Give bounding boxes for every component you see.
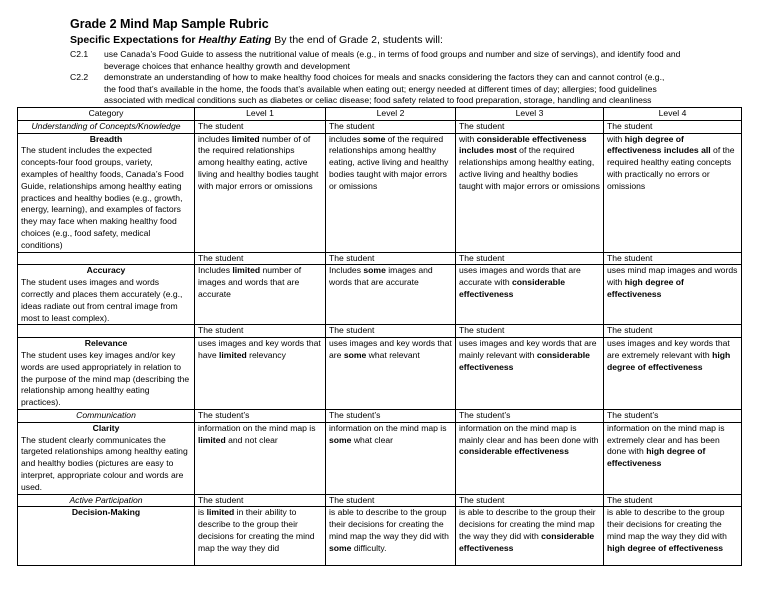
criterion-name: Accuracy (86, 265, 126, 276)
descriptor-text: information on the mind map is extremely clear and has been done with (607, 422, 725, 457)
descriptor-emphasis: considerable effectiveness includes most (459, 133, 587, 156)
criterion-name: Breadth (89, 133, 123, 144)
level-3-descriptor (456, 338, 604, 410)
descriptor-emphasis: some (362, 133, 386, 144)
opener-row-accuracy (18, 252, 742, 265)
criterion-description: The student includes the expected concepts-four food groups, variety, examples of healthy foods, Canada’s Food Guide, relationships among healthy eating practices and healthy bodies (e.g., growth, energy, learning), and examples of factors they may face when making healthy food choices (e.g., food safety, medical conditions) (21, 145, 184, 250)
level-2-descriptor (326, 133, 456, 252)
descriptor-text: is (198, 507, 207, 518)
level-4-descriptor (604, 422, 742, 494)
level-2-descriptor (326, 507, 456, 566)
level-opener: The student (604, 325, 742, 338)
level-2-descriptor (326, 338, 456, 410)
expectation-line: the food that’s available in the home, the foods that’s available when eating out; energy needed at different times of day; allergies; food guidelines (104, 83, 657, 94)
level-4-descriptor (604, 338, 742, 410)
level-3-descriptor (456, 507, 604, 566)
descriptor-text: uses images and key words that are extremely relevant with (607, 338, 730, 360)
level-opener: The student (456, 120, 604, 133)
section-label: Understanding of Concepts/Knowledge (18, 120, 195, 133)
criterion-name: Relevance (84, 338, 128, 349)
expectation-code: C2.1 (70, 49, 89, 59)
descriptor-text: of the required healthy eating concepts with practically no errors or omissions (607, 145, 735, 191)
level-1-descriptor (195, 507, 326, 566)
header-level-2: Level 2 (326, 108, 456, 121)
descriptor-text: information on the mind map is (198, 422, 316, 433)
level-opener: The student (326, 494, 456, 507)
section-label: Active Participation (18, 494, 195, 507)
level-1-descriptor (195, 422, 326, 494)
level-opener: The student (195, 120, 326, 133)
level-4-descriptor (604, 265, 742, 325)
descriptor-emphasis: limited (206, 507, 235, 518)
descriptor-text: is able to describe to the group their decisions for creating the mind map the way they did with (459, 507, 596, 541)
level-2-descriptor (326, 265, 456, 325)
expectation-c2-1 (70, 49, 768, 73)
subtitle-suffix: By the end of Grade 2, students will: (271, 34, 443, 46)
level-3-descriptor (456, 133, 604, 252)
descriptor-text: Includes (198, 265, 233, 276)
criterion-name: Clarity (92, 422, 120, 433)
descriptor-emphasis: high degree of effectiveness (607, 349, 731, 372)
level-opener: The student (456, 494, 604, 507)
expectation-line: use Canada’s Food Guide to assess the nutritional value of meals (e.g., in terms of food groups and number and size of servings), and identify food and (104, 49, 681, 59)
opener-row-relevance (18, 325, 742, 338)
descriptor-emphasis: high degree of effectiveness (607, 277, 684, 299)
criterion-cell (18, 507, 195, 566)
header-level-1: Level 1 (195, 108, 326, 121)
criterion-cell (18, 422, 195, 494)
descriptor-emphasis: limited (232, 265, 261, 276)
section-row-participation (18, 494, 742, 507)
rubric-table (17, 107, 742, 566)
level-opener: The student’s (326, 409, 456, 422)
level-opener: The student’s (195, 409, 326, 422)
descriptor-text: relevancy (246, 349, 286, 360)
descriptor-text: uses images and key words that have (198, 338, 321, 360)
section-label: Communication (18, 409, 195, 422)
descriptor-text: includes (329, 133, 363, 144)
descriptor-text: of the required relationships among healthy eating, active living and healthy bodies taught with major errors or omissions (329, 133, 449, 191)
criterion-cell (18, 133, 195, 252)
level-opener: The student (195, 252, 326, 265)
document-title: Grade 2 Mind Map Sample Rubric (70, 17, 269, 31)
level-opener: The student (326, 325, 456, 338)
descriptor-emphasis: limited (219, 349, 247, 360)
level-opener: The student (326, 120, 456, 133)
criterion-row-relevance (18, 338, 742, 410)
descriptor-text: uses images and key words that are (329, 338, 452, 360)
descriptor-text: difficulty. (351, 542, 387, 553)
descriptor-text: and not clear (225, 434, 278, 445)
criterion-cell (18, 338, 195, 410)
descriptor-emphasis: considerable effectiveness (459, 446, 569, 457)
descriptor-emphasis: limited (198, 434, 226, 445)
descriptor-text: images and words that are accurate (329, 265, 433, 288)
blank-cell (18, 252, 195, 265)
level-opener: The student’s (604, 409, 742, 422)
subtitle-prefix: Specific Expectations for (70, 34, 199, 46)
descriptor-text: number of of the required relationships among healthy eating, active living and healthy bodies taught with major errors or omissions (198, 133, 319, 191)
header-level-3: Level 3 (456, 108, 604, 121)
descriptor-emphasis: considerable effectiveness (459, 277, 566, 299)
blank-cell (18, 325, 195, 338)
level-opener: The student (604, 252, 742, 265)
descriptor-emphasis: limited (231, 133, 260, 144)
document-subtitle (70, 34, 443, 46)
level-opener: The student’s (456, 409, 604, 422)
descriptor-text: information on the mind map is (329, 422, 447, 433)
expectation-text (104, 72, 754, 107)
descriptor-text: uses images and words that are accurate with (459, 265, 581, 288)
criterion-name: Decision-Making (71, 507, 141, 518)
criterion-row-decision (18, 507, 742, 566)
criterion-description: The student uses key images and/or key words are used appropriately in relation to the purpose of the mind map (describing the relationship among healthy eating practices). (21, 349, 190, 408)
expectation-line: associated with medical conditions such as diabetes or celiac disease; food safety related to food preparation, storage, handling and cleanliness (104, 95, 652, 105)
level-3-descriptor (456, 265, 604, 325)
section-row-communication (18, 409, 742, 422)
criterion-row-breadth (18, 133, 742, 252)
expectation-code: C2.2 (70, 72, 89, 82)
level-opener: The student (604, 120, 742, 133)
descriptor-emphasis: some (329, 542, 352, 553)
descriptor-emphasis: high degree of effectiveness (607, 542, 724, 553)
expectation-line: beverage choices that enhance healthy growth and development (104, 60, 351, 71)
descriptor-text: is able to describe to the group their decisions for creating the mind map the way they did with (329, 507, 449, 541)
descriptor-text: with (459, 133, 477, 144)
level-2-descriptor (326, 422, 456, 494)
descriptor-text: information on the mind map is mainly clear and has been done with (459, 422, 599, 445)
header-row (18, 108, 742, 121)
level-3-descriptor (456, 422, 604, 494)
criterion-row-clarity (18, 422, 742, 494)
descriptor-emphasis: high degree of effectiveness includes all (607, 133, 711, 156)
descriptor-text: uses mind map images and words with (607, 265, 738, 288)
expectation-text (104, 49, 754, 72)
descriptor-emphasis: some (329, 434, 352, 445)
descriptor-text: what clear (351, 434, 394, 445)
descriptor-text: in their ability to describe to the group their decisions for creating the mind map the way they did (198, 507, 315, 553)
level-4-descriptor (604, 133, 742, 252)
descriptor-text: with (607, 133, 625, 144)
subtitle-emphasis: Healthy Eating (198, 34, 272, 46)
level-opener: The student (456, 325, 604, 338)
level-opener: The student (604, 494, 742, 507)
descriptor-text: of the required relationships among healthy eating, active living and healthy bodies taught with major errors or omissions (459, 145, 600, 191)
level-opener: The student (326, 252, 456, 265)
level-opener: The student (195, 494, 326, 507)
header-level-4: Level 4 (604, 108, 742, 121)
descriptor-emphasis: considerable effectiveness (459, 349, 590, 372)
criterion-description: The student clearly communicates the targeted relationships among healthy eating and healthy bodies (pictures are easy to interpret, appropriate colour and words are used. (21, 434, 188, 492)
criterion-row-accuracy (18, 265, 742, 325)
descriptor-text: number of images and words that are accurate (198, 265, 302, 299)
criterion-cell (18, 265, 195, 325)
descriptor-text: Includes (329, 265, 364, 276)
level-1-descriptor (195, 133, 326, 252)
level-1-descriptor (195, 338, 326, 410)
expectation-line: demonstrate an understanding of how to make healthy food choices for meals and snacks considering the factors they can and cannot control (e.g., (104, 72, 665, 82)
criterion-description: The student uses images and words correctly and places them accurately (e.g., ideas radiate out from central image from most to least complex). (21, 277, 183, 323)
descriptor-emphasis: considerable effectiveness (459, 530, 595, 553)
descriptor-text: uses images and key words that are mainly relevant with (459, 338, 597, 360)
level-opener: The student (195, 325, 326, 338)
descriptor-emphasis: some (343, 349, 367, 360)
descriptor-emphasis: some (363, 265, 386, 276)
descriptor-text: what relevant (366, 349, 420, 360)
level-4-descriptor (604, 507, 742, 566)
expectation-c2-2 (70, 72, 768, 108)
level-1-descriptor (195, 265, 326, 325)
header-category: Category (18, 108, 195, 121)
descriptor-text: is able to describe to the group their decisions for creating the mind map the way they did with (607, 507, 727, 541)
descriptor-text: includes (198, 133, 232, 144)
descriptor-emphasis: high degree of effectiveness (607, 446, 706, 469)
level-opener: The student (456, 252, 604, 265)
section-row-understanding (18, 120, 742, 133)
